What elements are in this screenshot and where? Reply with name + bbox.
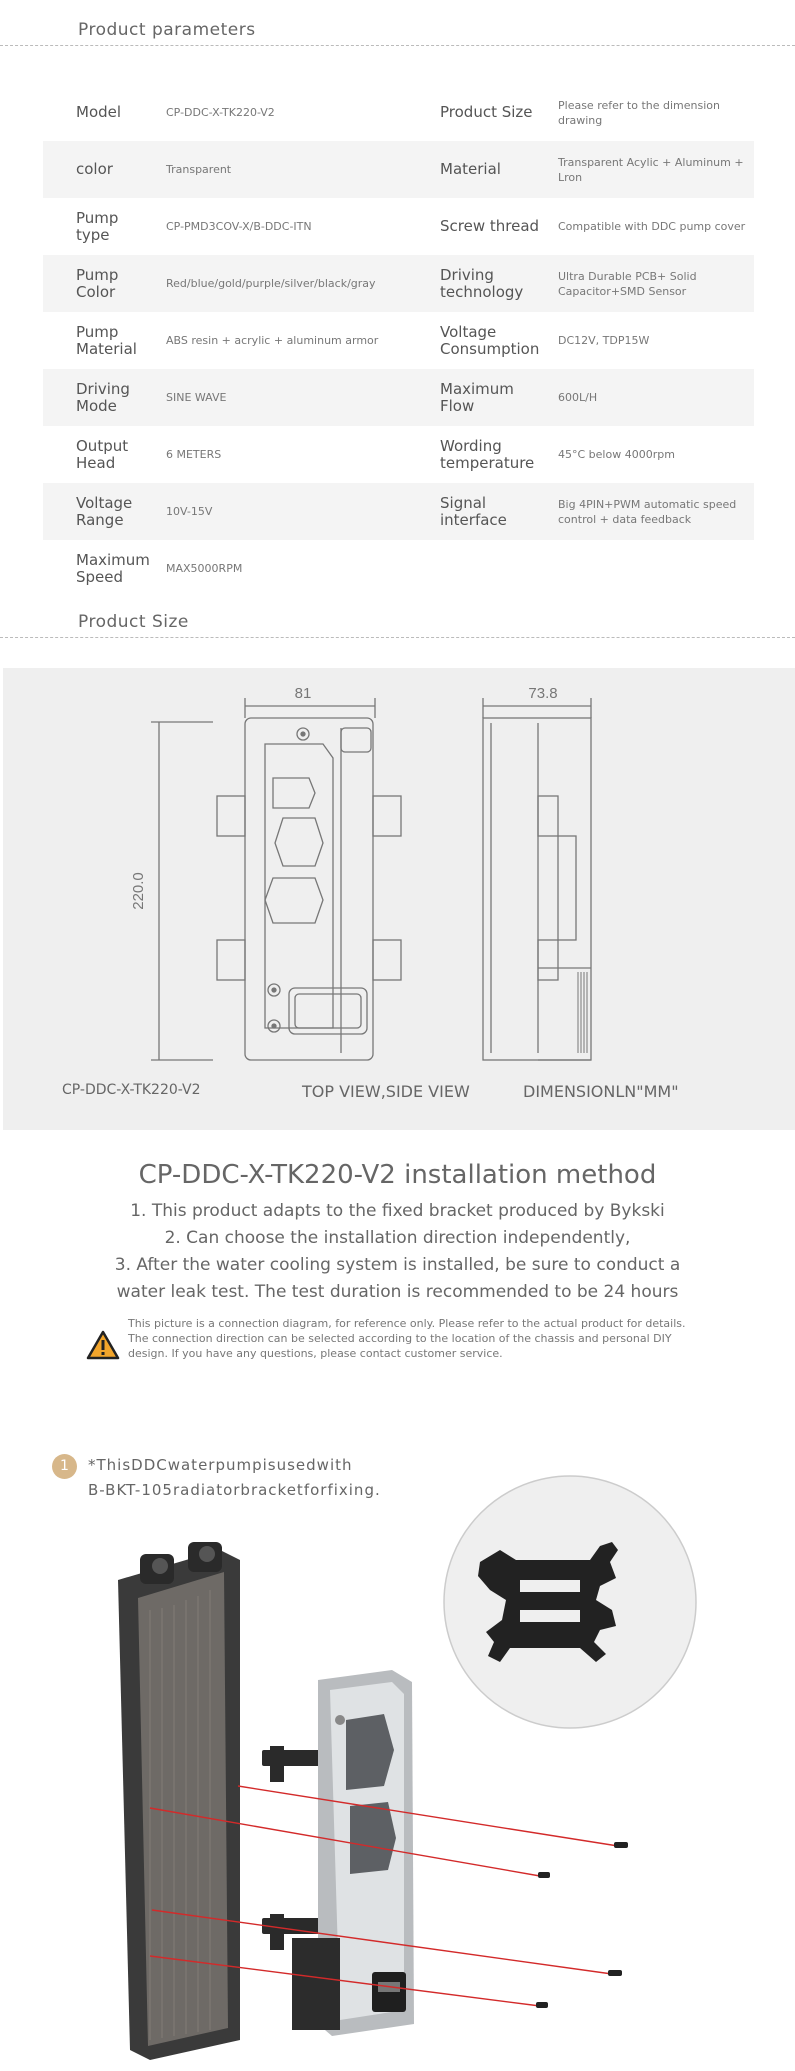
- param-value: Ultra Durable PCB+ Solid Capacitor+SMD Sensor: [558, 269, 697, 298]
- radiator-image: [118, 1542, 240, 2060]
- param-value: 45°C below 4000rpm: [558, 448, 675, 461]
- param-label: Material: [440, 160, 501, 178]
- param-value: Red/blue/gold/purple/silver/black/gray: [166, 277, 376, 290]
- size-divider: [0, 637, 795, 638]
- param-label: Product Size: [440, 103, 533, 121]
- param-value: Big 4PIN+PWM automatic speed control + data feedback: [558, 497, 737, 526]
- param-value: Please refer to the dimension drawing: [558, 98, 720, 127]
- install-step-3b: water leak test. The test duration is recommended to be 24 hours: [116, 1282, 679, 1302]
- param-value: CP-DDC-X-TK220-V2: [166, 106, 275, 119]
- dimension-drawing-svg: [3, 668, 795, 1130]
- param-label: Model: [76, 103, 122, 121]
- param-value: Transparent Acylic + Aluminum + Lron: [558, 155, 744, 184]
- params-title: Product parameters: [78, 20, 256, 40]
- param-label: Driving Mode: [76, 379, 130, 415]
- table-row: [43, 198, 754, 255]
- step1-line-1: *ThisDDCwaterpumpisusedwith: [88, 1456, 353, 1474]
- depth-dimension-label: 73.8: [528, 685, 558, 702]
- param-label: color: [76, 160, 113, 178]
- table-row: [43, 483, 754, 540]
- param-label: Signal interface: [440, 493, 507, 529]
- drawing-caption-unit: DIMENSIONLN"MM": [523, 1082, 679, 1101]
- param-value: 10V-15V: [166, 505, 213, 518]
- param-value: Transparent: [166, 163, 232, 176]
- install-steps: [0, 1198, 795, 1306]
- install-step-3a: 3. After the water cooling system is installed, be sure to conduct a: [114, 1255, 681, 1275]
- param-label: Maximum Flow: [440, 379, 514, 415]
- param-label: Output Head: [76, 436, 129, 472]
- param-label: Driving technology: [440, 265, 524, 301]
- step1-line-2: B-BKT-105radiatorbracketforfixing.: [88, 1481, 381, 1499]
- table-row: [43, 84, 754, 141]
- install-step-2: 2. Can choose the installation direction independently,: [164, 1228, 631, 1248]
- param-value: 6 METERS: [166, 448, 222, 461]
- install-title: CP-DDC-X-TK220-V2 installation method: [138, 1160, 657, 1190]
- height-dimension-label: 220.0: [130, 872, 147, 910]
- param-value: Compatible with DDC pump cover: [558, 220, 746, 233]
- step-badge: 1: [52, 1454, 77, 1479]
- drawing-caption-view: TOP VIEW,SIDE VIEW: [302, 1082, 470, 1101]
- params-divider: [0, 45, 795, 46]
- param-label: Wording temperature: [440, 436, 535, 472]
- size-title: Product Size: [78, 612, 189, 632]
- table-row: [43, 141, 754, 198]
- table-row: [43, 312, 754, 369]
- install-note: This picture is a connection diagram, for reference only. Please refer to the actual product for details. The connection direction can be selected according to the location of the chassis and personal DIY design. If you have any questions, please contact customer service.: [128, 1317, 686, 1360]
- param-label: Pump Color: [76, 265, 119, 301]
- mount-bracket-image: [262, 1746, 322, 1950]
- param-label: Voltage Range: [76, 493, 133, 529]
- pump-image: [292, 1670, 414, 2036]
- param-label: Pump type: [76, 208, 119, 244]
- table-row: [43, 369, 754, 426]
- param-value: SINE WAVE: [166, 391, 227, 404]
- table-row: [43, 540, 754, 597]
- params-table: [43, 84, 754, 597]
- dimension-drawing: [3, 668, 795, 1130]
- install-step-1: 1. This product adapts to the fixed bracket produced by Bykski: [130, 1201, 665, 1221]
- param-label: Voltage Consumption: [440, 322, 540, 358]
- param-value: 600L/H: [558, 391, 598, 404]
- step1-text: [88, 1453, 381, 1503]
- table-row: [43, 426, 754, 483]
- param-value: CP-PMD3COV-X/B-DDC-ITN: [166, 220, 312, 233]
- param-value: DC12V, TDP15W: [558, 334, 650, 347]
- param-label: Screw thread: [440, 217, 540, 235]
- table-row: [43, 255, 754, 312]
- drawing-caption-model: CP-DDC-X-TK220-V2: [62, 1082, 201, 1098]
- warning-icon: [86, 1330, 120, 1360]
- width-dimension-label: 81: [294, 685, 312, 702]
- installation-illustration: [0, 1450, 795, 2071]
- screw-icons: [536, 1842, 628, 2008]
- param-label: Maximum Speed: [76, 550, 150, 586]
- param-label: Pump Material: [76, 322, 137, 358]
- param-value: ABS resin + acrylic + aluminum armor: [166, 334, 379, 347]
- param-value: MAX5000RPM: [166, 562, 243, 575]
